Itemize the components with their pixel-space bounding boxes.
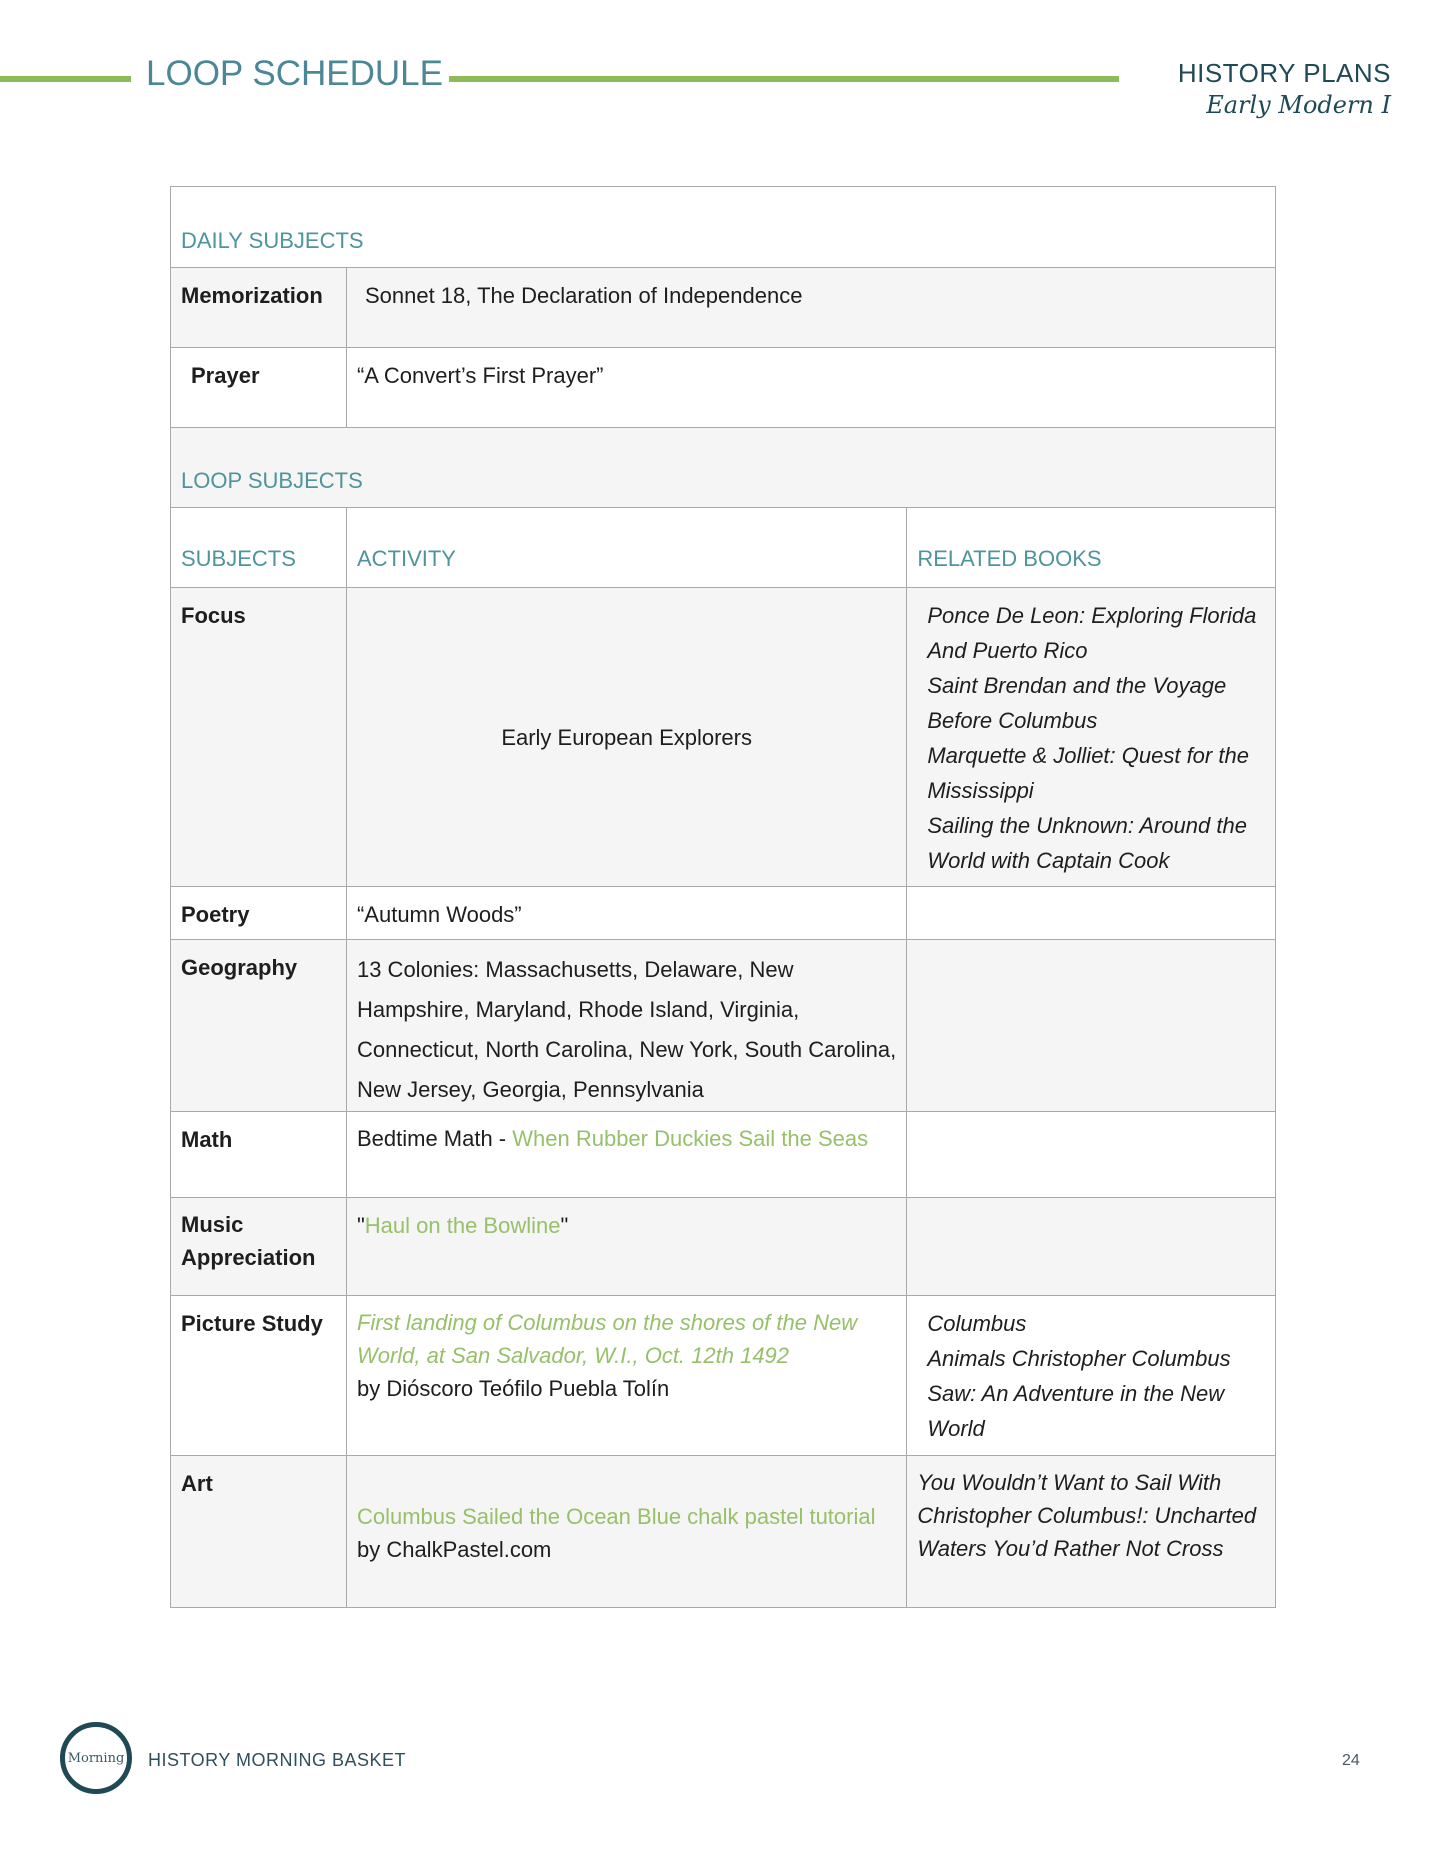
song-link[interactable]: Haul on the Bowline — [364, 1213, 561, 1238]
header-rule-left — [0, 76, 131, 82]
table-row-music — [171, 1198, 1276, 1296]
tutorial-link[interactable]: Columbus Sailed the Ocean Blue chalk pastel tutorial — [356, 1504, 876, 1529]
logo-text: Morning — [67, 1750, 125, 1766]
morning-basket-logo — [60, 1722, 132, 1794]
table-row — [171, 348, 1276, 428]
related-books-cell — [907, 940, 1276, 1112]
footer-label: HISTORY MORNING BASKET — [148, 1750, 407, 1770]
tutorial-source: by ChalkPastel.com — [356, 1537, 552, 1562]
book-title: Columbus — [927, 1311, 1027, 1336]
column-header-related-books: RELATED BOOKS — [907, 508, 1276, 588]
daily-subjects-heading: DAILY SUBJECTS — [171, 187, 1276, 268]
header-rule-right — [449, 76, 1119, 82]
book-title: Saint Brendan and the Voyage Before Columbus — [927, 673, 1227, 733]
quote-mark: " — [356, 1213, 365, 1238]
schedule-table — [170, 186, 1276, 1608]
book-link[interactable]: When Rubber Duckies Sail the Seas — [512, 1126, 869, 1151]
book-title: Sailing the Unknown: Around the World with Captain Cook — [927, 813, 1247, 873]
page-number: 24 — [1342, 1752, 1360, 1769]
subject-label: Picture Study — [171, 1296, 347, 1456]
related-books-cell — [907, 1198, 1276, 1296]
table-row-art — [171, 1456, 1276, 1608]
related-books-cell — [907, 1456, 1276, 1608]
column-header-subjects: SUBJECTS — [171, 508, 347, 588]
brand-title: HISTORY PLANS — [1177, 58, 1391, 88]
book-title: Marquette & Jolliet: Quest for the Mississippi — [927, 743, 1249, 803]
loop-subjects-header-row — [171, 428, 1276, 508]
activity-cell: Sonnet 18, The Declaration of Independence — [346, 268, 1275, 348]
subject-label: Math — [171, 1112, 347, 1198]
brand-subtitle: Early Modern I — [1206, 91, 1391, 119]
table-row-focus — [171, 588, 1276, 887]
painting-artist: by Dióscoro Teófilo Puebla Tolín — [356, 1376, 670, 1401]
table-row-geography — [171, 940, 1276, 1112]
related-books-cell — [907, 1296, 1276, 1456]
column-header-activity: ACTIVITY — [346, 508, 906, 588]
book-title: Animals Christopher Columbus Saw: An Adventure in the New World — [927, 1346, 1231, 1441]
subject-label: Prayer — [171, 348, 347, 428]
subject-label: Geography — [171, 940, 347, 1112]
activity-cell: “A Convert’s First Prayer” — [346, 348, 1275, 428]
activity-cell: “Autumn Woods” — [346, 887, 906, 940]
subject-label: Focus — [171, 588, 347, 887]
table-row-math — [171, 1112, 1276, 1198]
activity-cell — [346, 1456, 906, 1608]
quote-mark: " — [560, 1213, 569, 1238]
daily-subjects-header-row — [171, 187, 1276, 268]
activity-cell — [346, 1112, 906, 1198]
table-row — [171, 268, 1276, 348]
subject-label: Memorization — [171, 268, 347, 348]
subject-label: Art — [171, 1456, 347, 1608]
activity-cell — [346, 1198, 906, 1296]
related-books-cell — [907, 1112, 1276, 1198]
table-row-picture-study — [171, 1296, 1276, 1456]
activity-text: Bedtime Math - — [356, 1126, 513, 1151]
page-title: LOOP SCHEDULE — [146, 54, 443, 93]
activity-cell — [346, 1296, 906, 1456]
column-header-row — [171, 508, 1276, 588]
activity-cell: 13 Colonies: Massachusetts, Delaware, New Hampshire, Maryland, Rhode Island, Virginia, Connecticut, North Carolina, New York, South Carolina, New Jersey, Georgia, Pennsylvania — [346, 940, 906, 1112]
table-row-poetry — [171, 887, 1276, 940]
related-books-cell — [907, 588, 1276, 887]
book-title: You Wouldn’t Want to Sail With Christopher Columbus!: Uncharted Waters You’d Rather Not Cross — [917, 1470, 1257, 1561]
related-books-cell — [907, 887, 1276, 940]
subject-label: Music Appreciation — [171, 1198, 347, 1296]
subject-label: Poetry — [171, 887, 347, 940]
loop-subjects-heading: LOOP SUBJECTS — [171, 428, 1276, 508]
painting-link[interactable]: First landing of Columbus on the shores of the New World, at San Salvador, W.I., Oct. 12th 1492 — [356, 1310, 858, 1368]
activity-cell: Early European Explorers — [346, 588, 906, 887]
book-title: Ponce De Leon: Exploring Florida And Puerto Rico — [927, 603, 1257, 663]
brand-block — [1178, 58, 1391, 119]
